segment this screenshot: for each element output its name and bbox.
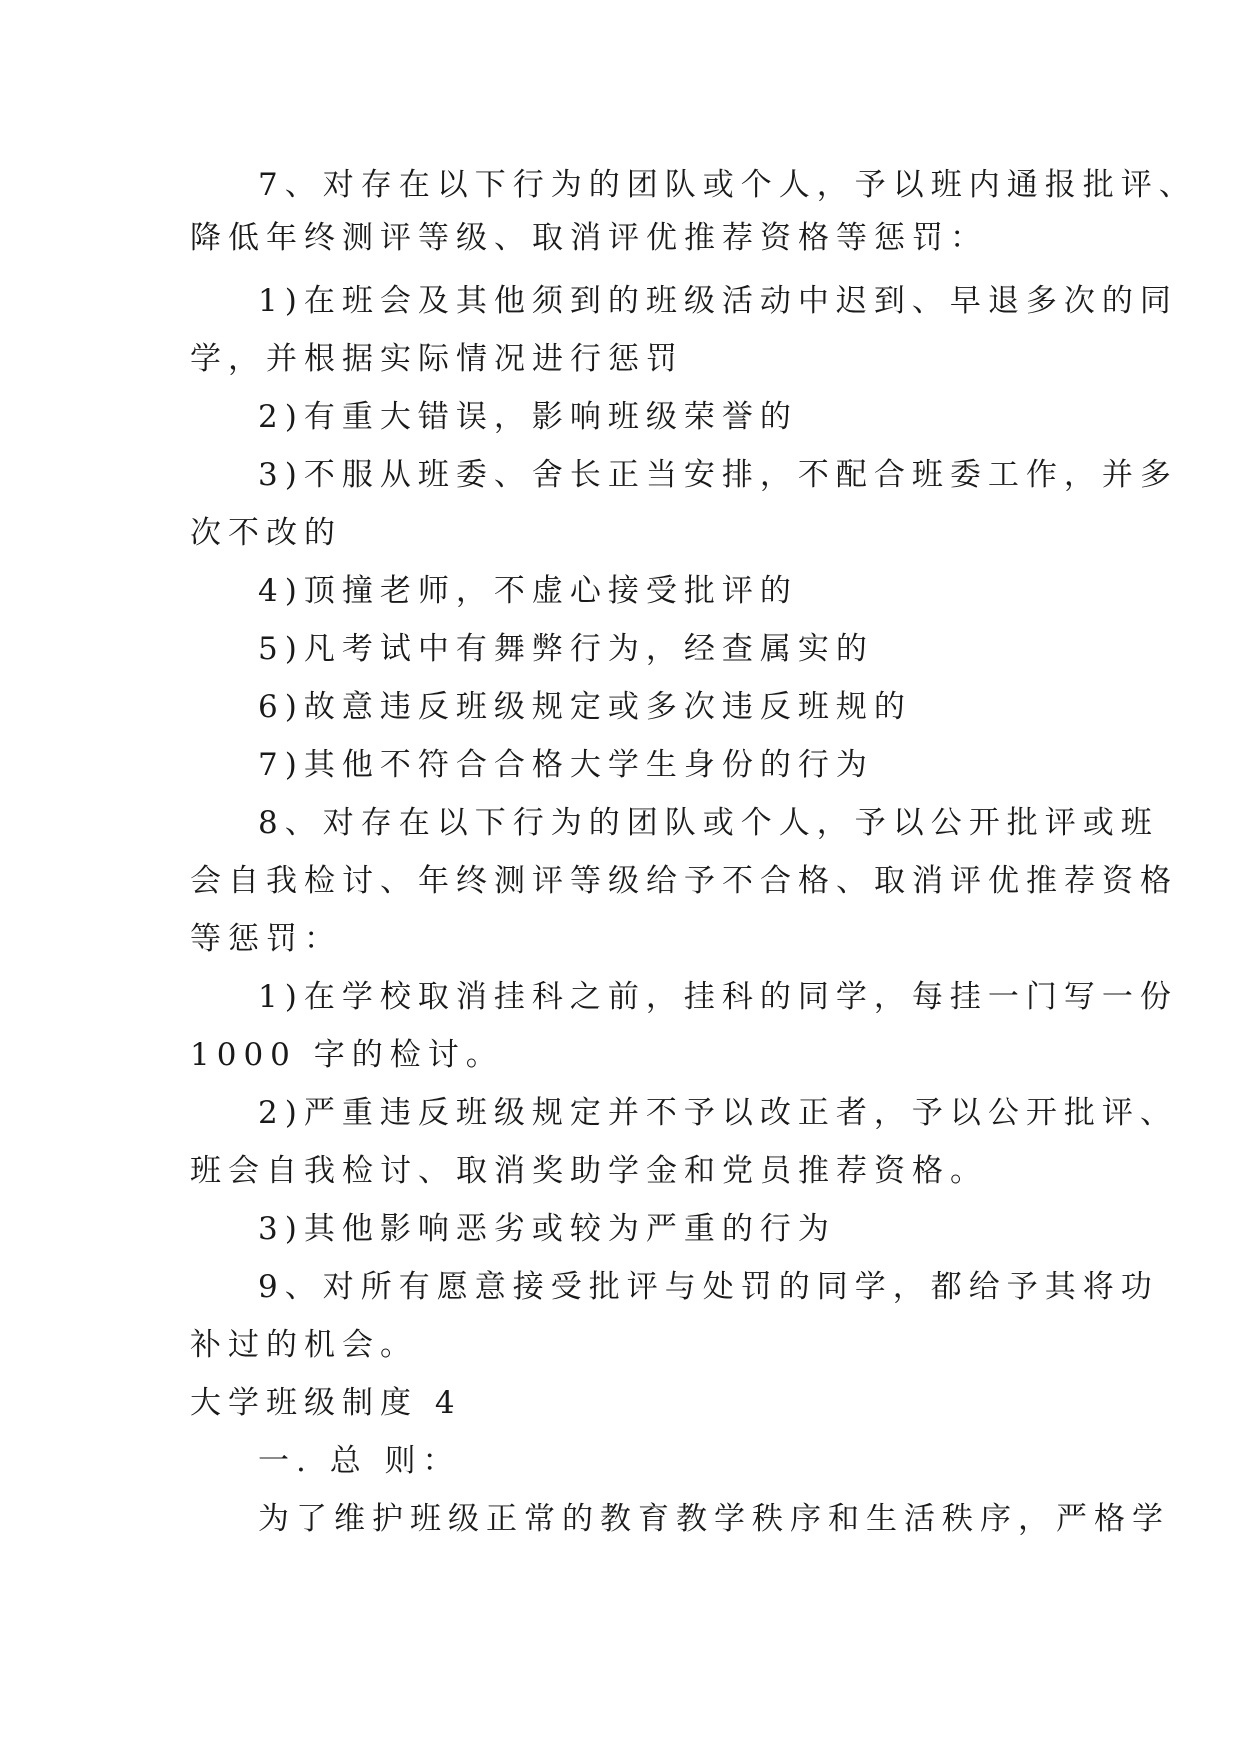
paragraph-line: 1000 字的检讨。 (190, 1037, 504, 1073)
paragraph-line: 学，并根据实际情况进行惩罚 (190, 341, 684, 377)
paragraph-line: 7、对存在以下行为的团队或个人，予以班内通报批评、 (258, 167, 1197, 203)
paragraph-line: 1)在班会及其他须到的班级活动中迟到、早退多次的同 (258, 283, 1178, 319)
paragraph-line: 补过的机会。 (190, 1327, 418, 1363)
paragraph-line: 降低年终测评等级、取消评优推荐资格等惩罚： (190, 220, 988, 256)
paragraph-line: 班会自我检讨、取消奖助学金和党员推荐资格。 (190, 1153, 988, 1189)
paragraph-line: 3)其他影响恶劣或较为严重的行为 (258, 1211, 836, 1247)
paragraph-line: 会自我检讨、年终测评等级给予不合格、取消评优推荐资格 (190, 863, 1178, 899)
paragraph-line: 1)在学校取消挂科之前，挂科的同学，每挂一门写一份 (258, 979, 1178, 1015)
section-heading: 大学班级制度 4 (190, 1385, 462, 1421)
paragraph-line: 8、对存在以下行为的团队或个人，予以公开批评或班 (258, 805, 1159, 841)
paragraph-line: 3)不服从班委、舍长正当安排，不配合班委工作，并多 (258, 457, 1178, 493)
paragraph-line: 7)其他不符合合格大学生身份的行为 (258, 747, 874, 783)
paragraph-line: 5)凡考试中有舞弊行为，经查属实的 (258, 631, 874, 667)
paragraph-line: 4)顶撞老师，不虚心接受批评的 (258, 573, 798, 609)
paragraph-line: 次不改的 (190, 515, 342, 551)
paragraph-line: 为了维护班级正常的教育教学秩序和生活秩序，严格学 (258, 1501, 1170, 1537)
paragraph-line: 2)严重违反班级规定并不予以改正者，予以公开批评、 (258, 1095, 1178, 1131)
subsection-heading: 一. 总 则： (258, 1443, 461, 1479)
paragraph-line: 等惩罚： (190, 921, 342, 957)
paragraph-line: 2)有重大错误，影响班级荣誉的 (258, 399, 798, 435)
paragraph-line: 6)故意违反班级规定或多次违反班规的 (258, 689, 912, 725)
paragraph-line: 9、对所有愿意接受批评与处罚的同学，都给予其将功 (258, 1269, 1159, 1305)
